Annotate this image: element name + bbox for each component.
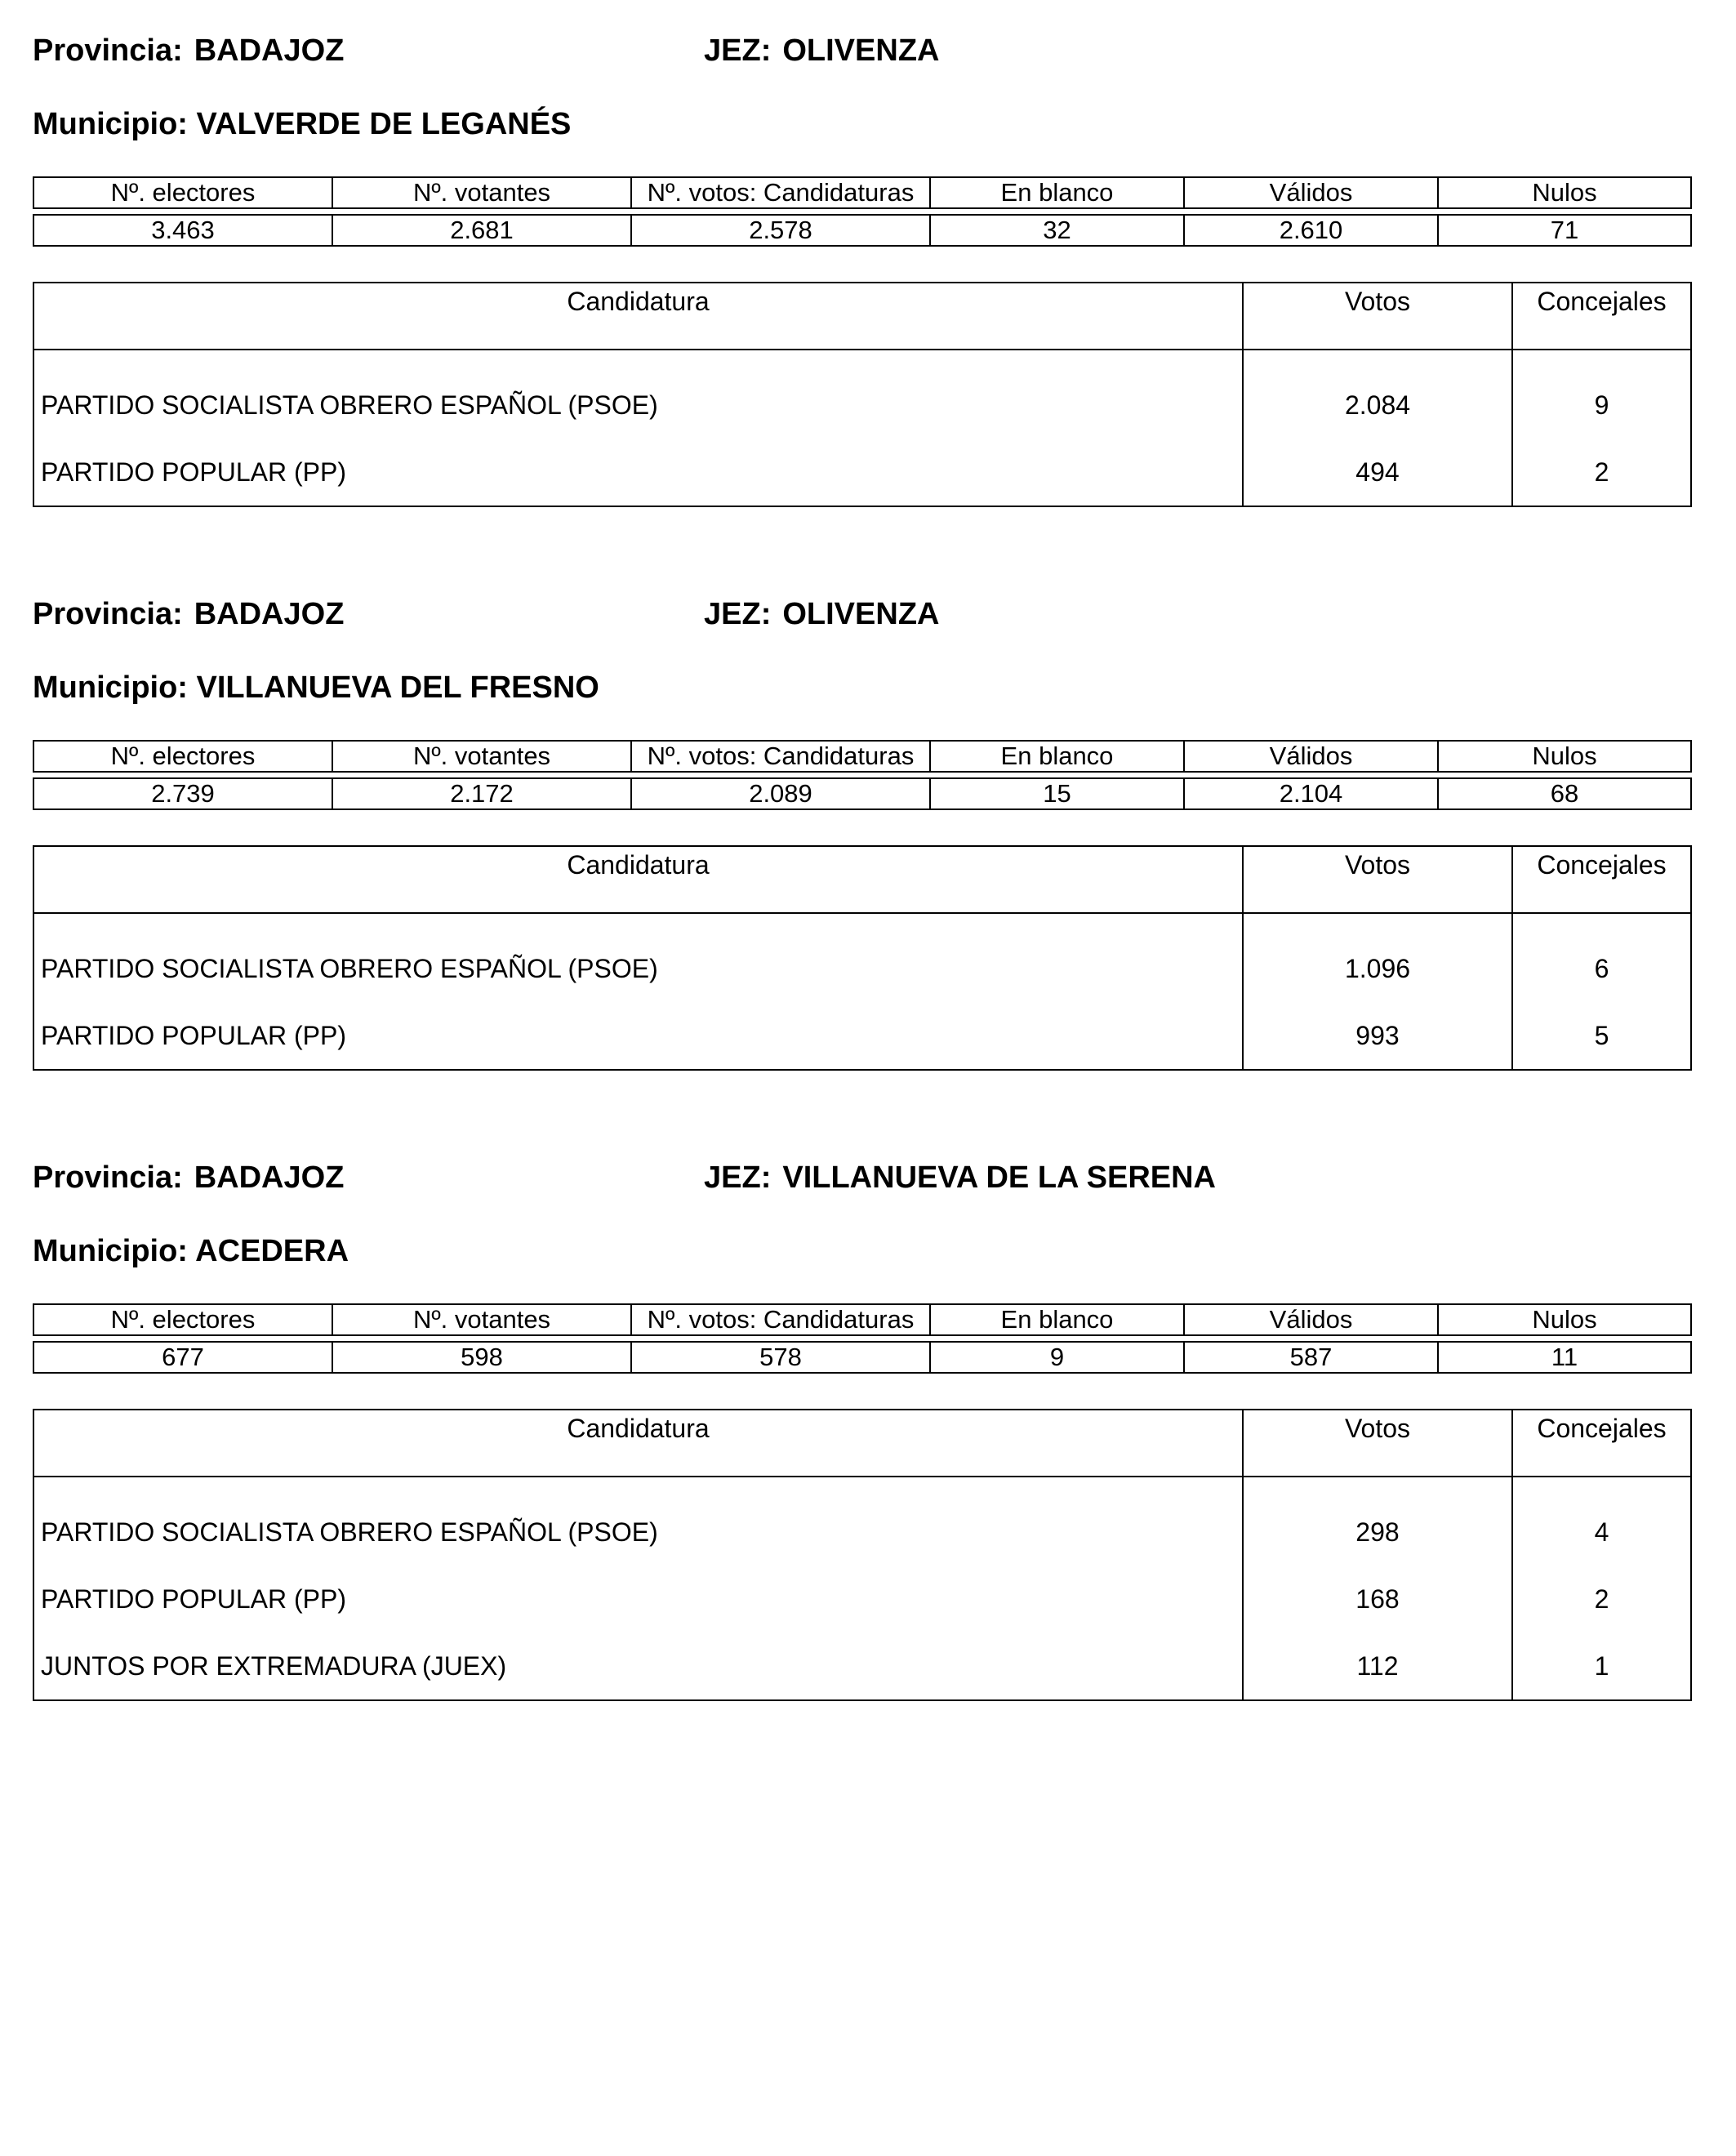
- municipio-value: VILLANUEVA DEL FRESNO: [196, 670, 599, 705]
- stats-nulos: 71: [1438, 215, 1691, 246]
- stats-header-validos: Válidos: [1184, 741, 1438, 772]
- stats-header-nulos: Nulos: [1438, 177, 1691, 208]
- candidaturas-table: [33, 845, 1692, 1071]
- stats-nulos: 11: [1438, 1342, 1691, 1373]
- stats-header-votos-candidaturas: Nº. votos: Candidaturas: [631, 177, 930, 208]
- municipio-label: Municipio:: [33, 670, 188, 705]
- stats-header-row: [33, 1304, 1691, 1335]
- stats-header-electores: Nº. electores: [33, 741, 332, 772]
- header-votos: Votos: [1243, 1410, 1512, 1477]
- stats-header-nulos: Nulos: [1438, 741, 1691, 772]
- municipio-line: [33, 106, 571, 142]
- municipio-value: VALVERDE DE LEGANÉS: [196, 107, 572, 141]
- stats-header-en-blanco: En blanco: [930, 177, 1184, 208]
- candidatura-concejales: 5: [1512, 1002, 1691, 1070]
- table-row: [33, 439, 1691, 506]
- table-row: [33, 350, 1691, 439]
- candidatura-concejales: 9: [1512, 350, 1691, 439]
- table-row: [33, 1566, 1691, 1633]
- stats-votos-candidaturas: 578: [631, 1342, 930, 1373]
- provincia-line: [33, 1160, 344, 1196]
- candidatura-votos: 298: [1243, 1477, 1512, 1566]
- provincia-value: BADAJOZ: [194, 1160, 345, 1195]
- stats-header-validos: Válidos: [1184, 1304, 1438, 1335]
- candidatura-name: PARTIDO POPULAR (PP): [33, 1002, 1243, 1070]
- stats-en-blanco: 15: [930, 778, 1184, 809]
- jez-label: JEZ:: [704, 33, 772, 68]
- stats-value-row: [33, 215, 1691, 246]
- stats-votantes: 2.172: [332, 778, 631, 809]
- jez-value: OLIVENZA: [782, 597, 940, 631]
- candidatura-concejales: 1: [1512, 1633, 1691, 1700]
- stats-votantes: 598: [332, 1342, 631, 1373]
- stats-header-row: [33, 177, 1691, 208]
- header-votos: Votos: [1243, 846, 1512, 913]
- municipio-value: ACEDERA: [195, 1234, 349, 1268]
- stats-header-electores: Nº. electores: [33, 177, 332, 208]
- candidatura-name: PARTIDO SOCIALISTA OBRERO ESPAÑOL (PSOE): [33, 350, 1243, 439]
- candidaturas-header-row: [33, 846, 1691, 913]
- jez-line: [704, 596, 939, 632]
- stats-header-votantes: Nº. votantes: [332, 741, 631, 772]
- stats-value-row: [33, 1342, 1691, 1373]
- candidatura-name: PARTIDO POPULAR (PP): [33, 1566, 1243, 1633]
- header-concejales: Concejales: [1512, 283, 1691, 350]
- stats-header-votos-candidaturas: Nº. votos: Candidaturas: [631, 741, 930, 772]
- header-candidatura: Candidatura: [33, 1410, 1243, 1477]
- header-concejales: Concejales: [1512, 846, 1691, 913]
- candidatura-concejales: 2: [1512, 439, 1691, 506]
- stats-en-blanco: 9: [930, 1342, 1184, 1373]
- stats-validos: 587: [1184, 1342, 1438, 1373]
- table-row: [33, 1002, 1691, 1070]
- stats-header-electores: Nº. electores: [33, 1304, 332, 1335]
- stats-validos: 2.610: [1184, 215, 1438, 246]
- provincia-label: Provincia:: [33, 597, 183, 631]
- municipio-label: Municipio:: [33, 1234, 188, 1268]
- stats-header-nulos: Nulos: [1438, 1304, 1691, 1335]
- candidaturas-header-row: [33, 1410, 1691, 1477]
- jez-line: [704, 1160, 1216, 1196]
- provincia-label: Provincia:: [33, 33, 183, 68]
- stats-electores: 677: [33, 1342, 332, 1373]
- jez-value: VILLANUEVA DE LA SERENA: [782, 1160, 1216, 1195]
- stats-en-blanco: 32: [930, 215, 1184, 246]
- table-row: [33, 1633, 1691, 1700]
- jez-line: [704, 33, 939, 69]
- municipio-line: [33, 670, 599, 706]
- jez-value: OLIVENZA: [782, 33, 940, 68]
- stats-electores: 3.463: [33, 215, 332, 246]
- stats-votos-candidaturas: 2.089: [631, 778, 930, 809]
- candidatura-name: PARTIDO SOCIALISTA OBRERO ESPAÑOL (PSOE): [33, 1477, 1243, 1566]
- candidatura-name: PARTIDO POPULAR (PP): [33, 439, 1243, 506]
- stats-header-votos-candidaturas: Nº. votos: Candidaturas: [631, 1304, 930, 1335]
- header-votos: Votos: [1243, 283, 1512, 350]
- candidatura-name: PARTIDO SOCIALISTA OBRERO ESPAÑOL (PSOE): [33, 913, 1243, 1002]
- stats-value-row: [33, 778, 1691, 809]
- header-candidatura: Candidatura: [33, 846, 1243, 913]
- candidatura-votos: 2.084: [1243, 350, 1512, 439]
- stats-table: [33, 740, 1692, 810]
- jez-label: JEZ:: [704, 597, 772, 631]
- stats-table: [33, 176, 1692, 247]
- stats-electores: 2.739: [33, 778, 332, 809]
- candidatura-votos: 1.096: [1243, 913, 1512, 1002]
- header-concejales: Concejales: [1512, 1410, 1691, 1477]
- stats-header-votantes: Nº. votantes: [332, 1304, 631, 1335]
- candidatura-votos: 494: [1243, 439, 1512, 506]
- stats-table: [33, 1303, 1692, 1374]
- municipio-label: Municipio:: [33, 107, 188, 141]
- candidatura-concejales: 4: [1512, 1477, 1691, 1566]
- stats-validos: 2.104: [1184, 778, 1438, 809]
- provincia-line: [33, 33, 344, 69]
- table-row: [33, 913, 1691, 1002]
- candidatura-votos: 993: [1243, 1002, 1512, 1070]
- jez-label: JEZ:: [704, 1160, 772, 1195]
- candidaturas-table: [33, 1409, 1692, 1701]
- candidatura-name: JUNTOS POR EXTREMADURA (JUEX): [33, 1633, 1243, 1700]
- stats-header-en-blanco: En blanco: [930, 741, 1184, 772]
- stats-header-votantes: Nº. votantes: [332, 177, 631, 208]
- candidaturas-table: [33, 282, 1692, 507]
- header-candidatura: Candidatura: [33, 283, 1243, 350]
- stats-votantes: 2.681: [332, 215, 631, 246]
- candidatura-votos: 168: [1243, 1566, 1512, 1633]
- municipio-line: [33, 1233, 349, 1269]
- stats-header-row: [33, 741, 1691, 772]
- stats-nulos: 68: [1438, 778, 1691, 809]
- provincia-value: BADAJOZ: [194, 33, 345, 68]
- candidatura-concejales: 6: [1512, 913, 1691, 1002]
- candidatura-votos: 112: [1243, 1633, 1512, 1700]
- stats-header-validos: Válidos: [1184, 177, 1438, 208]
- candidaturas-header-row: [33, 283, 1691, 350]
- stats-votos-candidaturas: 2.578: [631, 215, 930, 246]
- provincia-line: [33, 596, 344, 632]
- provincia-label: Provincia:: [33, 1160, 183, 1195]
- provincia-value: BADAJOZ: [194, 597, 345, 631]
- stats-header-en-blanco: En blanco: [930, 1304, 1184, 1335]
- table-row: [33, 1477, 1691, 1566]
- candidatura-concejales: 2: [1512, 1566, 1691, 1633]
